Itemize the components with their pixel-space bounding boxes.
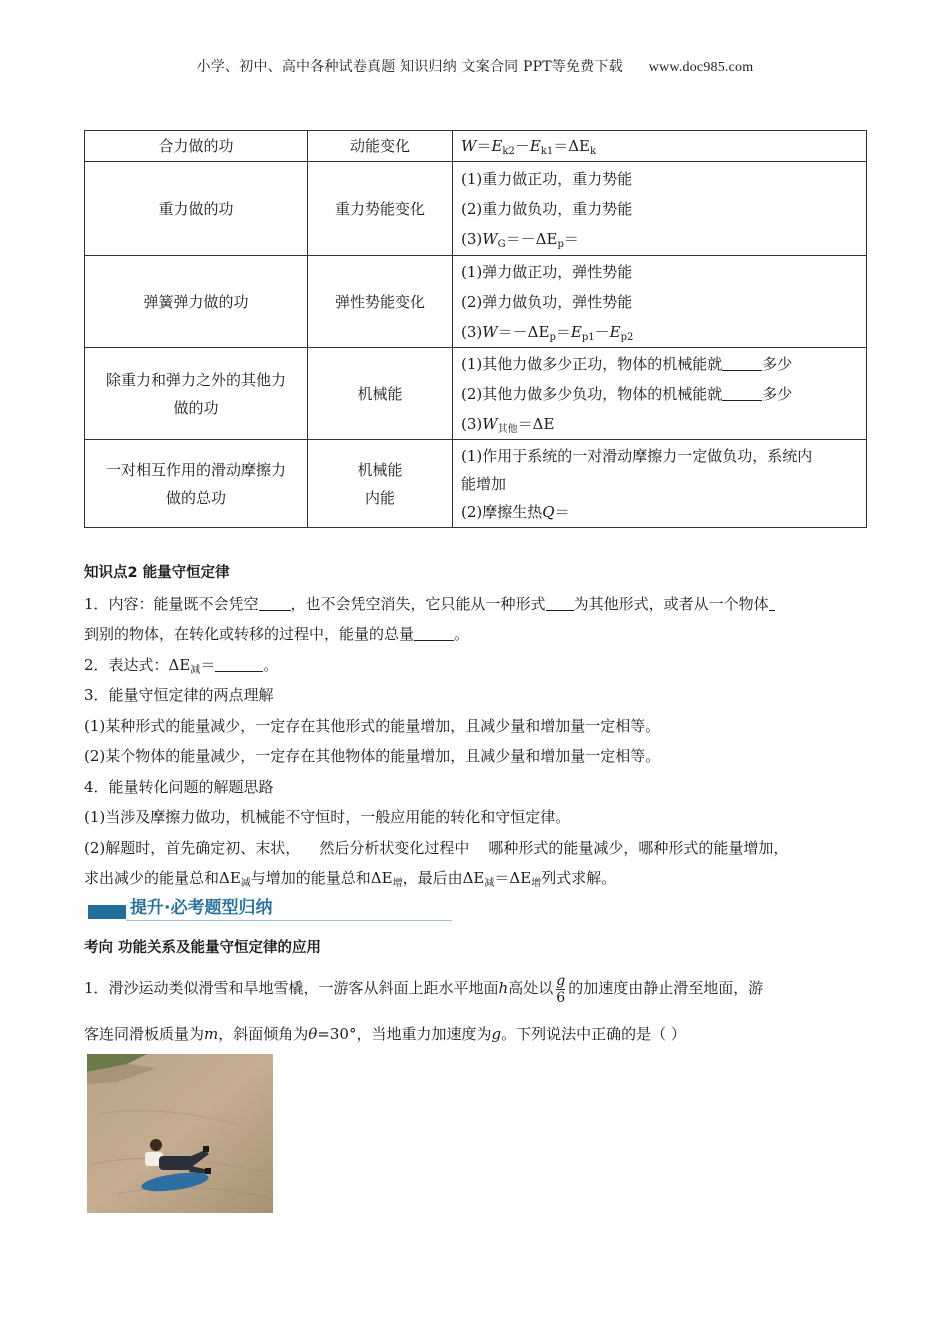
paragraph: (1)当涉及摩擦力做功，机械能不守恒时，一般应用能的转化和守恒定律。 xyxy=(84,808,571,826)
table-cell: 重力势能变化 xyxy=(308,162,453,256)
paragraph: 1．内容：能量既不会凭空 ，也不会凭空消失，它只能从一种形式 为其他形式，或者从一个物体 xyxy=(84,589,874,620)
table-cell: (1)弹力做正功，弹性势能 (2)弹力做负功，弹性势能 $(3)W=-\Delta E_p=E_{p1}-E_{p2}$ xyxy=(453,256,867,348)
table-cell: 重力做的功 xyxy=(85,162,308,256)
banner-title: 提升·必考题型归纳 xyxy=(130,898,273,918)
table-row xyxy=(85,256,867,348)
table-cell: 弹性势能变化 xyxy=(308,256,453,348)
paragraph: 到别的物体，在转化或转移的过程中，能量的总量 。 xyxy=(84,625,470,643)
paragraph: (1)某种形式的能量减少，一定存在其他形式的能量增加，且减少量和增加量一定相等。 xyxy=(84,716,661,735)
topic-heading: 考向 功能关系及能量守恒定律的应用 xyxy=(84,940,322,956)
table-cell: (1)其他力做多少正功，物体的机械能就 多少 (2)其他力做多少负功，物体的机械能就 多少 $(3)W_{其他}=\Delta E$ xyxy=(453,348,867,440)
header-site[interactable]: www.doc985.com xyxy=(648,60,754,75)
paragraph: (2)某个物体的能量减少，一定存在其他物体的能量增加，且减少量和增加量一定相等。 xyxy=(84,747,661,765)
section-banner xyxy=(84,896,452,922)
table-row xyxy=(85,162,867,256)
table-cell: 弹簧弹力做的功 xyxy=(85,256,308,348)
paragraph: 2．表达式：$\Delta E_减=$ 。 xyxy=(84,655,279,676)
page-header xyxy=(0,56,950,76)
section-heading: 知识点2 能量守恒定律 xyxy=(84,565,230,581)
table-cell: 一对相互作用的滑动摩擦力 做的总功 xyxy=(85,440,308,528)
work-energy-table xyxy=(84,130,867,528)
paragraph: 求出减少的能量总和$\Delta E_减$与增加的能量总和$\Delta E_增$，最后由$\Delta E_减=\Delta E_增$列式求解。 xyxy=(84,869,617,889)
paragraph: 3．能量守恒定律的两点理解 xyxy=(84,686,274,704)
question-1: 1．滑沙运动类似滑雪和旱地雪橇，一游客从斜面上距水平地面h高处以 $\frac{g}{6}$ 的加速度由静止滑至地面，游 客连同滑板质量为m，斜面倾角为θ=30°，当地重力加速度为g。下列说法中正确的是（ ） xyxy=(84,972,764,1043)
table-cell: 合力做的功 xyxy=(85,131,308,162)
table-row xyxy=(85,440,867,528)
fraction: $\frac{g}{6}$ xyxy=(556,972,566,1006)
banner-rule xyxy=(126,920,452,921)
table-cell: 动能变化 xyxy=(308,131,453,162)
table-cell: (1)作用于系统的一对滑动摩擦力一定做负功，系统内 能增加 (2)摩擦生热Q＝ xyxy=(453,440,867,528)
paragraph: (2)解题时，首先确定初、末状， 然后分析状变化过程中 哪种形式的能量减少，哪种形式的能量增加， xyxy=(84,838,789,857)
paragraph: 4．能量转化问题的解题思路 xyxy=(84,777,274,796)
header-text: 小学、初中、高中各种试卷真题 知识归纳 文案合同 PPT等免费下载 xyxy=(196,59,623,75)
table-row xyxy=(85,348,867,440)
table-row xyxy=(85,131,867,162)
sand-sliding-photo xyxy=(87,1054,273,1213)
table-cell: 机械能 内能 xyxy=(308,440,453,528)
banner-block xyxy=(88,905,126,919)
table-cell: 机械能 xyxy=(308,348,453,440)
table-cell: 除重力和弹力之外的其他力 做的功 xyxy=(85,348,308,440)
knowledge-section xyxy=(84,558,874,894)
table-cell: (1)重力做正功，重力势能 (2)重力做负功，重力势能 $(3)W_G=-\Delta E_p=$ xyxy=(453,162,867,256)
table-cell: $W=E_{k2}-E_{k1}=\Delta E_k$ xyxy=(453,131,867,162)
